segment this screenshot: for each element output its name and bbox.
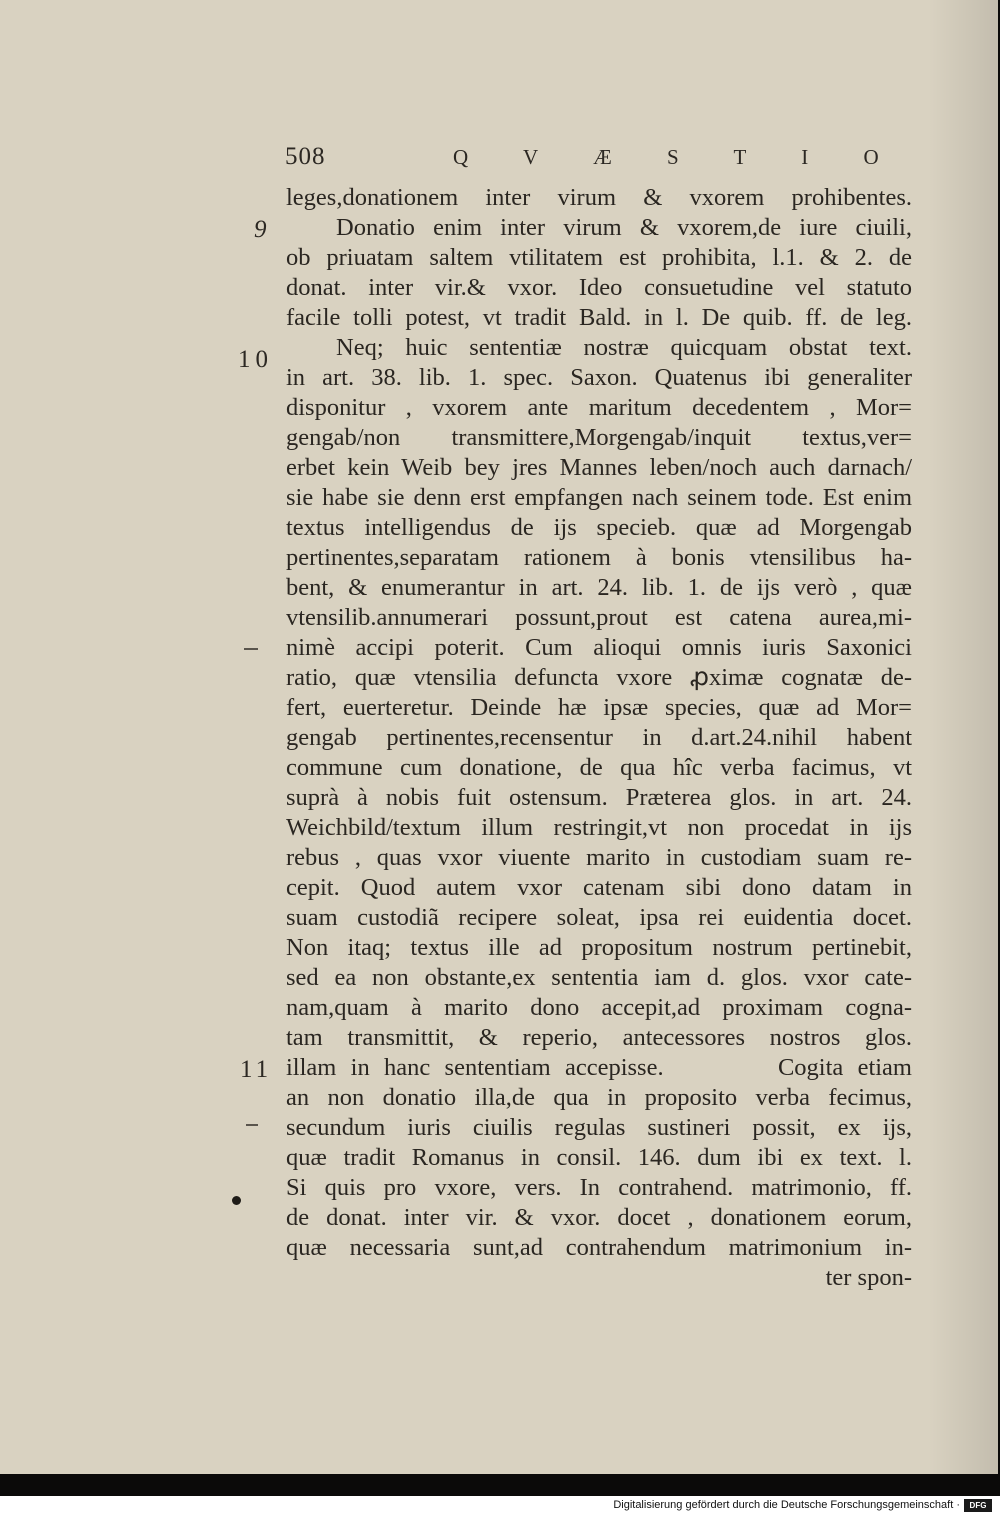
text-line: de donat. inter vir. & vxor. docet , donationem eorum,	[286, 1204, 912, 1231]
text-line: fert, euerteretur. Deinde hæ ipsæ species, quæ ad Mor=	[286, 694, 912, 721]
text-line: quæ necessaria sunt,ad contrahendum matrimonium in-	[286, 1234, 912, 1261]
digitization-footer	[0, 1496, 1000, 1516]
running-head	[285, 143, 905, 173]
margin-number-10: 10	[238, 346, 273, 373]
text-line: illam in hanc sententiam accepisse. Cogita etiam	[286, 1054, 912, 1081]
page-gutter-shadow	[928, 0, 998, 1474]
text-line: rebus , quas vxor viuente marito in custodiam suam re-	[286, 844, 912, 871]
text-line: Donatio enim inter virum & vxorem,de iure ciuili,	[336, 214, 912, 241]
text-line: pertinentes,separatam rationem à bonis vtensilibus ha-	[286, 544, 912, 571]
margin-number-9: 9	[254, 216, 267, 243]
margin-dash-mark	[246, 1124, 258, 1126]
text-line: Weichbild/textum illum restringit,vt non procedat in ijs	[286, 814, 912, 841]
text-line: ob priuatam saltem vtilitatem est prohibita, l.1. & 2. de	[286, 244, 912, 271]
text-line: textus intelligendus de ijs specieb. quæ ad Morgengab	[286, 514, 912, 541]
text-line: commune cum donatione, de qua hîc verba facimus, vt	[286, 754, 912, 781]
text-line: facile tolli potest, vt tradit Bald. in l. De quib. ff. de leg.	[286, 304, 912, 331]
text-line: suam custodiã recipere soleat, ipsa rei euidentia docet.	[286, 904, 912, 931]
margin-ink-dot	[232, 1196, 241, 1205]
text-line: suprà à nobis fuit ostensum. Præterea glos. in art. 24.	[286, 784, 912, 811]
text-line: Neq; huic sententiæ nostræ quicquam obstat text.	[336, 334, 912, 361]
text-line: nimè accipi poterit. Cum alioqui omnis iuris Saxonici	[286, 634, 912, 661]
text-line: an non donatio illa,de qua in proposito verba fecimus,	[286, 1084, 912, 1111]
page-number: 508	[285, 143, 326, 170]
text-line: secundum iuris ciuilis regulas sustineri possit, ex ijs,	[286, 1114, 912, 1141]
text-line: sie habe sie denn erst empfangen nach seinem tode. Est enim	[286, 484, 912, 511]
text-line: Si quis pro vxore, vers. In contrahend. matrimonio, ff.	[286, 1174, 912, 1201]
text-line: leges,donationem inter virum & vxorem prohibentes.	[286, 184, 912, 211]
margin-number-11: 11	[240, 1056, 273, 1083]
text-line: sed ea non obstante,ex sententia iam d. glos. vxor cate-	[286, 964, 912, 991]
text-line: vtensilib.annumerari possunt,prout est catena aurea,mi-	[286, 604, 912, 631]
dfg-logo: DFG	[964, 1499, 992, 1512]
text-line: cepit. Quod autem vxor catenam sibi dono datam in	[286, 874, 912, 901]
running-title: Q V Æ S T I O	[453, 145, 904, 169]
text-line: quæ tradit Romanus in consil. 146. dum ibi ex text. l.	[286, 1144, 912, 1171]
text-line: ratio, quæ vtensilia defuncta vxore ꝓximæ cognatæ de-	[286, 664, 912, 691]
text-line: Non itaq; textus ille ad propositum nostrum pertinebit,	[286, 934, 912, 961]
text-line: bent, & enumerantur in art. 24. lib. 1. de ijs verò , quæ	[286, 574, 912, 601]
text-column	[286, 183, 912, 1293]
catchword-line: ter spon-	[825, 1264, 912, 1291]
text-line: donat. inter vir.& vxor. Ideo consuetudine vel statuto	[286, 274, 912, 301]
text-line: nam,quam à marito dono accepit,ad proximam cogna-	[286, 994, 912, 1021]
text-line: gengab pertinentes,recensentur in d.art.24.nihil habent	[286, 724, 912, 751]
funding-credit: Digitalisierung gefördert durch die Deutsche Forschungsgemeinschaft ·	[613, 1499, 960, 1511]
text-line: disponitur , vxorem ante maritum decedentem , Mor=	[286, 394, 912, 421]
text-line: tam transmittit, & reperio, antecessores nostros glos.	[286, 1024, 912, 1051]
text-line: erbet kein Weib bey jres Mannes leben/noch auch darnach/	[286, 454, 912, 481]
margin-dash-mark	[244, 648, 258, 650]
text-line: gengab/non transmittere,Morgengab/inquit textus,ver=	[286, 424, 912, 451]
text-line: in art. 38. lib. 1. spec. Saxon. Quatenus ibi generaliter	[286, 364, 912, 391]
